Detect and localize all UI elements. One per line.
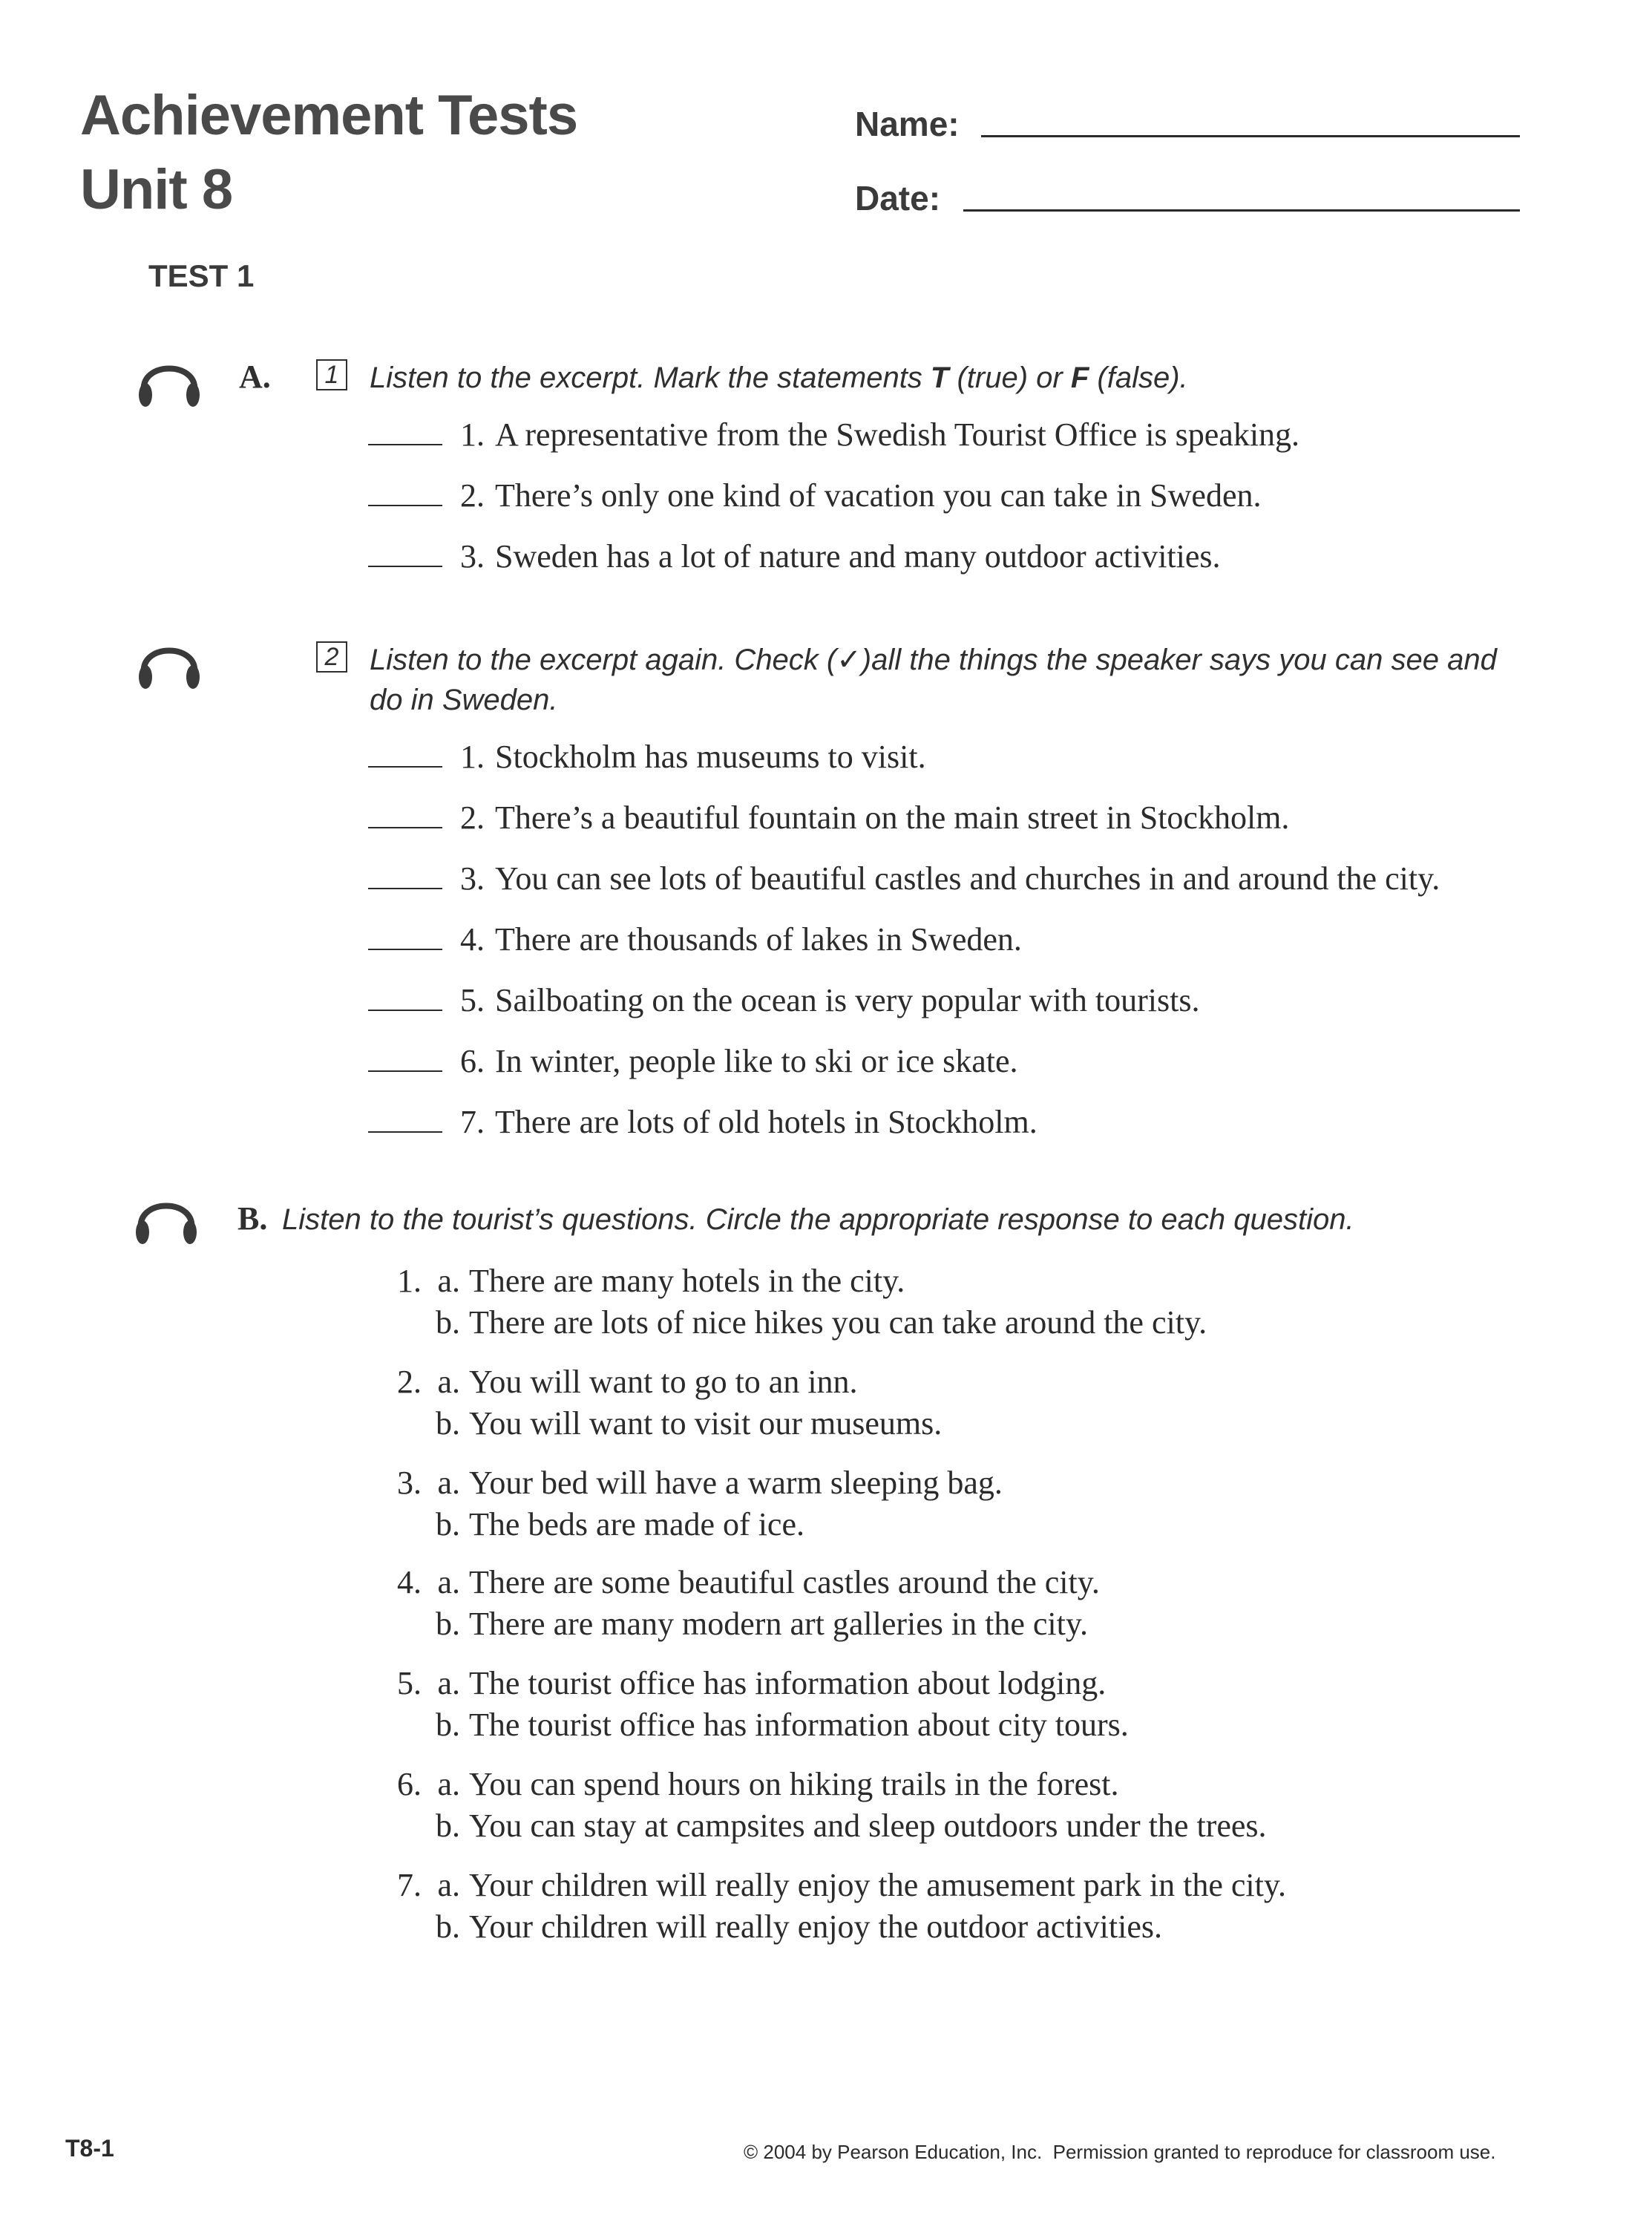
- option-a-text[interactable]: There are many hotels in the city.: [469, 1263, 905, 1299]
- option-b-label[interactable]: b.: [436, 1405, 460, 1442]
- item-number: 1.: [460, 739, 485, 775]
- part2-instruction-line2: do in Sweden.: [370, 684, 558, 716]
- list-item: [368, 920, 1022, 965]
- name-label: Name:: [855, 105, 960, 143]
- option-b-text[interactable]: The tourist office has information about city tours.: [469, 1707, 1129, 1743]
- option-a-label[interactable]: a.: [437, 1364, 460, 1400]
- page-title-line1: Achievement Tests: [80, 84, 578, 147]
- option-a-label[interactable]: a.: [437, 1564, 460, 1600]
- question-number: 5.: [397, 1665, 422, 1701]
- question-number: 4.: [397, 1564, 422, 1600]
- date-label: Date:: [855, 179, 941, 217]
- item-text: Stockholm has museums to visit.: [495, 739, 926, 775]
- part1-instruction: [370, 358, 1188, 398]
- option-a-text[interactable]: You will want to go to an inn.: [469, 1364, 858, 1400]
- list-item: [368, 1103, 1038, 1148]
- answer-blank[interactable]: [368, 826, 442, 828]
- item-text: There’s only one kind of vacation you can take in Sweden.: [495, 477, 1262, 514]
- item-text: There’s a beautiful fountain on the main street in Stockholm.: [495, 799, 1290, 836]
- part1-box-number: 1: [316, 359, 347, 390]
- list-item: [368, 799, 1289, 843]
- option-a-label[interactable]: a.: [437, 1867, 460, 1903]
- item-text: There are lots of old hotels in Stockholm.: [495, 1104, 1038, 1140]
- list-item: [368, 860, 1440, 904]
- option-b-text[interactable]: The beds are made of ice.: [469, 1506, 804, 1543]
- section-a-letter: A.: [239, 359, 271, 395]
- part2-instruction-line1: Listen to the excerpt again. Check (✓)all the things the speaker says you can see and: [370, 644, 1497, 676]
- date-field-line[interactable]: [963, 209, 1520, 212]
- answer-blank[interactable]: [368, 948, 442, 950]
- question-block: [381, 1361, 942, 1445]
- question-block: [381, 1562, 1100, 1645]
- headphones-icon: [131, 1183, 202, 1250]
- option-b-label[interactable]: b.: [436, 1707, 460, 1743]
- list-item: [368, 537, 1221, 582]
- item-text: A representative from the Swedish Tourist Office is speaking.: [495, 416, 1300, 453]
- list-item: [368, 981, 1200, 1026]
- part1-box: [316, 359, 347, 390]
- answer-blank[interactable]: [368, 887, 442, 889]
- item-number: 6.: [460, 1043, 485, 1079]
- item-text: You can see lots of beautiful castles and churches in and around the city.: [495, 860, 1440, 897]
- option-b-text[interactable]: You can stay at campsites and sleep outdoors under the trees.: [469, 1808, 1267, 1844]
- list-item: [368, 416, 1299, 460]
- true-label: T: [930, 362, 949, 394]
- question-number: 7.: [397, 1867, 422, 1903]
- answer-blank[interactable]: [368, 504, 442, 506]
- list-item: [368, 1042, 1017, 1087]
- question-block: [381, 1764, 1267, 1847]
- item-text: Sweden has a lot of nature and many outdoor activities.: [495, 538, 1221, 575]
- item-text: Sailboating on the ocean is very popular with tourists.: [495, 982, 1200, 1018]
- part1-instruction-text: Listen to the excerpt. Mark the statements: [370, 362, 931, 394]
- item-number: 2.: [460, 477, 485, 514]
- question-number: 3.: [397, 1465, 422, 1501]
- option-b-label[interactable]: b.: [436, 1506, 460, 1543]
- list-item: [368, 477, 1261, 521]
- option-a-label[interactable]: a.: [437, 1263, 460, 1299]
- option-b-label[interactable]: b.: [436, 1908, 460, 1945]
- option-b-label[interactable]: b.: [436, 1808, 460, 1844]
- option-a-text[interactable]: Your bed will have a warm sleeping bag.: [469, 1465, 1003, 1501]
- answer-blank[interactable]: [368, 443, 442, 445]
- answer-blank[interactable]: [368, 1070, 442, 1072]
- list-item: [368, 738, 926, 782]
- name-field-line[interactable]: [981, 135, 1520, 137]
- option-a-text[interactable]: Your children will really enjoy the amusement park in the city.: [469, 1867, 1286, 1903]
- item-number: 7.: [460, 1104, 485, 1140]
- question-block: [381, 1260, 1207, 1344]
- option-b-text[interactable]: Your children will really enjoy the outdoor activities.: [469, 1908, 1163, 1945]
- question-number: 1.: [397, 1263, 422, 1299]
- item-text: In winter, people like to ski or ice skate.: [495, 1043, 1018, 1079]
- answer-blank[interactable]: [368, 565, 442, 567]
- answer-blank[interactable]: [368, 765, 442, 768]
- part1-instruction-text: (true) or: [948, 362, 1071, 394]
- option-a-label[interactable]: a.: [437, 1766, 460, 1802]
- option-b-label[interactable]: b.: [436, 1606, 460, 1642]
- question-block: [381, 1462, 1003, 1545]
- option-b-text[interactable]: There are lots of nice hikes you can take around the city.: [469, 1304, 1207, 1341]
- option-b-text[interactable]: You will want to visit our museums.: [469, 1405, 943, 1442]
- page-title-line2: Unit 8: [80, 158, 233, 221]
- option-a-label[interactable]: a.: [437, 1465, 460, 1501]
- option-a-text[interactable]: You can spend hours on hiking trails in the forest.: [469, 1766, 1119, 1802]
- false-label: F: [1070, 362, 1089, 394]
- test-label: TEST 1: [148, 258, 255, 293]
- part2-box: [316, 641, 347, 673]
- item-number: 2.: [460, 799, 485, 836]
- question-block: [381, 1865, 1286, 1948]
- question-block: [381, 1663, 1129, 1746]
- item-number: 5.: [460, 982, 485, 1018]
- option-a-text[interactable]: The tourist office has information about lodging.: [469, 1665, 1107, 1701]
- part2-box-number: 2: [316, 641, 347, 673]
- page-id: T8-1: [65, 2135, 114, 2162]
- answer-blank[interactable]: [368, 1131, 442, 1133]
- item-number: 4.: [460, 921, 485, 958]
- option-b-text[interactable]: There are many modern art galleries in the city.: [469, 1606, 1089, 1642]
- item-number: 3.: [460, 538, 485, 575]
- item-text: There are thousands of lakes in Sweden.: [495, 921, 1022, 958]
- headphones-icon: [134, 346, 205, 413]
- question-number: 6.: [397, 1766, 422, 1802]
- item-number: 3.: [460, 860, 485, 897]
- part1-instruction-text: (false).: [1089, 362, 1188, 394]
- section-b-letter: B.: [237, 1200, 268, 1237]
- option-a-text[interactable]: There are some beautiful castles around the city.: [469, 1564, 1100, 1600]
- copyright-notice: © 2004 by Pearson Education, Inc. Permission granted to reproduce for classroom use.: [744, 2141, 1496, 2163]
- answer-blank[interactable]: [368, 1009, 442, 1011]
- headphones-icon: [134, 628, 205, 695]
- section-b-instruction: Listen to the tourist’s questions. Circle the appropriate response to each question.: [282, 1203, 1354, 1236]
- item-number: 1.: [460, 416, 485, 453]
- option-b-label[interactable]: b.: [436, 1304, 460, 1341]
- question-number: 2.: [397, 1364, 422, 1400]
- option-a-label[interactable]: a.: [437, 1665, 460, 1701]
